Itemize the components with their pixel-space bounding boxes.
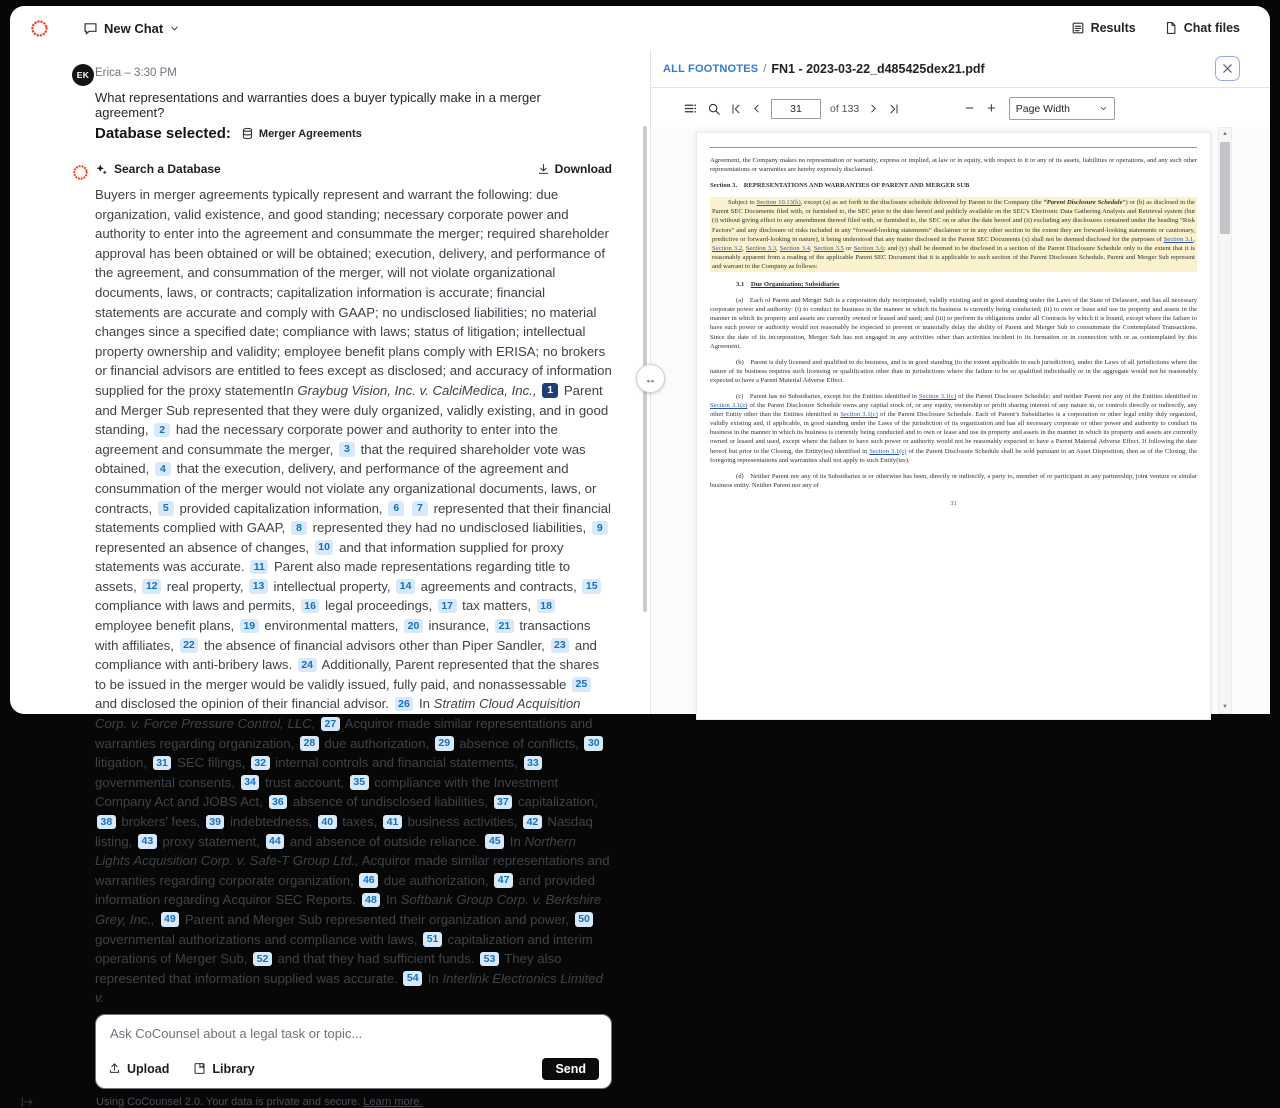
user-message — [72, 62, 612, 142]
chat-footer — [10, 1096, 650, 1108]
footnote-chip-52[interactable]: 52 — [253, 952, 272, 967]
footnote-chip-54[interactable]: 54 — [403, 971, 422, 986]
footnote-chip-44[interactable]: 44 — [266, 834, 285, 849]
assistant-logo-icon — [72, 164, 89, 181]
results-label: Results — [1090, 21, 1136, 35]
assistant-message-content — [95, 162, 612, 1008]
sparkle-icon — [95, 163, 108, 176]
footnote-chip-6[interactable]: 6 — [388, 501, 404, 516]
download-icon — [537, 163, 550, 176]
database-selected-label: Database selected: — [95, 125, 231, 142]
resize-arrows-icon: ↔ — [644, 371, 657, 386]
chevron-down-icon — [169, 23, 180, 34]
pdf-section-link[interactable]: Section 3.1(c) — [840, 411, 878, 419]
expand-panel-icon[interactable] — [20, 1096, 34, 1108]
footnote-chip-35[interactable]: 35 — [350, 775, 369, 790]
breadcrumb-separator: / — [763, 62, 767, 75]
footnote-chip-45[interactable]: 45 — [485, 834, 504, 849]
pdf-scrollbar[interactable] — [1218, 127, 1232, 714]
footnote-chip-37[interactable]: 37 — [494, 795, 513, 810]
pdf-viewer[interactable] — [651, 127, 1270, 714]
composer-actions — [108, 1058, 599, 1080]
app-window — [10, 6, 1270, 1108]
upload-button[interactable] — [108, 1062, 169, 1076]
select-chevron-icon — [1099, 104, 1108, 113]
pdf-section-link[interactable]: Section 3.6 — [853, 244, 884, 252]
skill-label: Search a Database — [114, 162, 221, 176]
footnote-chip-34[interactable]: 34 — [241, 775, 260, 790]
pdf-block-para: (b) Parent is duly licensed and qualified to do business, and is in good standing (to the extent applicable in such jurisdiction), under the Laws of all jurisdictions where the nature of its business requires such licensing or qualification other than in jurisdictions where the failure to be so qualified individually or in the aggregate would not be reasonably expected to have a Parent Material Adverse Effect. — [710, 358, 1197, 384]
footnote-chip-23[interactable]: 23 — [551, 638, 570, 653]
footnote-chip-20[interactable]: 20 — [404, 619, 423, 634]
footnote-chip-26[interactable]: 26 — [395, 697, 414, 712]
footnote-chip-50[interactable]: 50 — [575, 912, 594, 927]
thomson-reuters-logo-icon — [30, 19, 49, 38]
library-icon — [193, 1062, 206, 1075]
avatar: EK — [72, 64, 94, 86]
chat-scroll-area[interactable] — [10, 50, 650, 1008]
user-meta: Erica – 3:30 PM — [95, 67, 177, 79]
footnote-chip-10[interactable]: 10 — [315, 540, 334, 555]
user-message-content — [95, 62, 612, 142]
footnote-chip-15[interactable]: 15 — [582, 579, 601, 594]
footnote-chip-25[interactable]: 25 — [572, 677, 591, 692]
next-page-button[interactable] — [868, 103, 879, 114]
footnote-chip-7[interactable]: 7 — [412, 501, 428, 516]
pdf-block-heading: Section 3. REPRESENTATIONS AND WARRANTIES OF PARENT AND MERGER SUB — [710, 182, 970, 190]
database-icon — [241, 127, 254, 140]
last-page-button[interactable] — [888, 103, 900, 115]
results-button[interactable] — [1071, 21, 1136, 35]
zoom-out-button[interactable]: − — [965, 99, 974, 117]
footnote-chip-32[interactable]: 32 — [251, 756, 270, 771]
footnote-chip-3[interactable]: 3 — [339, 442, 355, 457]
database-name: Merger Agreements — [258, 127, 362, 140]
zoom-mode-value: Page Width — [1015, 102, 1071, 115]
pdf-section-link[interactable]: Section 3.1(c) — [869, 447, 907, 455]
user-question: What representations and warranties does a buyer typically make in a merger agreement? — [95, 90, 541, 120]
pdf-section-link[interactable]: Section 3.4 — [779, 244, 810, 252]
header-actions — [1071, 21, 1240, 35]
footnote-chip-46[interactable]: 46 — [359, 873, 378, 888]
pdf-page — [696, 132, 1211, 720]
footnote-chip-29[interactable]: 29 — [435, 736, 454, 751]
footnote-chip-31[interactable]: 31 — [153, 756, 172, 771]
download-button[interactable] — [537, 162, 612, 176]
response-header — [95, 162, 612, 176]
footnote-chip-38[interactable]: 38 — [97, 815, 116, 830]
footnote-chip-53[interactable]: 53 — [480, 952, 499, 967]
footnote-chip-17[interactable]: 17 — [438, 599, 457, 614]
pdf-section-link[interactable]: Section 3.2 — [712, 244, 743, 252]
footnote-chip-42[interactable]: 42 — [523, 815, 542, 830]
breadcrumb-filename: FN1 - 2023-03-22_d485425dex21.pdf — [771, 61, 985, 76]
page-number-input[interactable] — [771, 99, 821, 119]
footnote-chip-16[interactable]: 16 — [301, 599, 320, 614]
download-label: Download — [554, 162, 612, 176]
close-pdf-button[interactable] — [1215, 56, 1240, 81]
page-total-label: of 133 — [830, 102, 860, 115]
close-icon — [1222, 63, 1233, 74]
search-document-button[interactable] — [707, 102, 721, 116]
footnote-chip-12[interactable]: 12 — [142, 579, 161, 594]
send-button[interactable]: Send — [542, 1058, 599, 1080]
zoom-mode-select[interactable] — [1009, 97, 1115, 120]
pdf-block-sub: 3.1 Due Organization; Subsidiaries — [736, 281, 840, 289]
pdf-panel — [650, 50, 1270, 714]
database-selected-line — [95, 125, 612, 142]
footnote-chip-1[interactable]: 1 — [542, 383, 558, 398]
scroll-down-icon[interactable]: ▼ — [1222, 704, 1228, 710]
pdf-section-link[interactable]: Section 3.1(c) — [710, 402, 748, 410]
previous-page-button[interactable] — [751, 103, 762, 114]
chat-files-label: Chat files — [1183, 21, 1240, 35]
footnote-chip-40[interactable]: 40 — [318, 815, 337, 830]
chat-panel — [10, 50, 650, 1108]
upload-icon — [108, 1062, 121, 1075]
footnote-chip-2[interactable]: 2 — [154, 423, 170, 438]
app-header — [10, 6, 1270, 50]
pdf-breadcrumb — [651, 50, 1270, 88]
pdf-section-link[interactable]: Section 3.1 — [1163, 235, 1194, 243]
library-label: Library — [212, 1061, 255, 1076]
user-gutter — [72, 62, 95, 142]
pdf-block-para: (d) Neither Parent nor any of its Subsidiaries is or otherwise has been, directly or indirectly, a party to, member of or participant in any partnership, joint venture or similar business entity. Neither Parent nor any of — [710, 472, 1197, 489]
footnote-chip-8[interactable]: 8 — [291, 521, 307, 536]
pdf-scrollbar-thumb[interactable] — [1220, 142, 1230, 234]
footnote-chip-43[interactable]: 43 — [138, 834, 157, 849]
thumbnails-toggle-button[interactable] — [683, 101, 698, 116]
footnote-chip-9[interactable]: 9 — [592, 521, 608, 536]
footnote-chip-4[interactable]: 4 — [155, 462, 171, 477]
pdf-section-link[interactable]: Section 3.3 — [745, 244, 777, 252]
pdf-block-cont: Agreement, the Company makes no representation or warranty, express or implied, at law or in equity, with respect to it or any of its assets, liabilities or operations, and any such other representations or warranties are hereby expressly disclaimed. — [710, 157, 1197, 174]
file-icon — [1164, 21, 1178, 35]
footnote-chip-36[interactable]: 36 — [269, 795, 288, 810]
library-button[interactable] — [193, 1062, 254, 1076]
composer — [95, 1014, 612, 1089]
footnote-chip-27[interactable]: 27 — [321, 717, 340, 732]
assistant-message — [72, 162, 612, 1008]
footnote-chip-47[interactable]: 47 — [494, 873, 513, 888]
pdf-block-para: (c) Parent has no Subsidiaries, except for the Entities identified in Section 3.1(c) of the Parent Disclosure Schedule; and neither Parent nor any of the Entities identified in Section 3.1(c) of the Parent Disclosure Schedule owns any capital stock of, or any equity, ownership or profit sharing interest of any nature in, or controls directly or indirectly, any other Entity other than the Entities identified in Section 3.1(c) of the Parent Disclosure Schedule. Each of Parent’s Subsidiaries is a corporation or other legal entity duly organized, validly existing and, if applicable, in good standing under the Laws of the jurisdiction of its organization and has all necessary corporate or other power and authority to conduct its business in the manner in which its business is currently being conducted and to own or lease and use its property and assets in the manner in which its property and assets are currently owned or leased and used, except where the failure to have such power or authority would not be reasonably expected to have a Parent Material Adverse Effect. If following the date hereof but prior to the Closing, the Entity(ies) identified in Section 3.1(c) of the Parent Disclosure Schedule shall be sold pursuant to an Asset Disposition, then as of the Closing, the foregoing representations and warranties shall not apply to such Entity(ies). — [710, 392, 1197, 464]
pdf-section-link[interactable]: Section 10.13(h) — [756, 199, 801, 207]
breadcrumb-all-footnotes[interactable]: ALL FOOTNOTES — [663, 62, 759, 75]
pdf-block-highlight: Subject to Section 10.13(h), except (a) as set forth in the disclosure schedule delivered by Parent to the Company (the “Parent Disclosure Schedule”) or (b) as disclosed in the Parent SEC Documents filed with, or furnished to, the SEC prior to the date hereof and publicly available on the SEC’s Electronic Data Gathering Analysis and Retrieval system (but (i) without giving effect to any amendment thereof filed with, or furnished to, the SEC on or after the date hereof and (ii) excluding any disclosures contained under the heading “Risk Factors” and any disclosure of risks included in any “forward-looking statements” disclaimer or in any other section to the extent they are forward-looking statements or cautionary, predictive or forward-looking in nature), it being understood that any matter disclosed in the Parent SEC Documents (x) shall not be deemed disclosed for the purposes of Section 3.1, Section 3.2, Section 3.3, Section 3.4, Section 3.5 or Section 3.6; and (y) shall be deemed to be disclosed in a section of the Parent Disclosure Schedule only to the extent that it is reasonably apparent from a reading of the applicable Parent SEC Document that it is applicable to such section of the Parent Disclosure Schedule, Parent and Merger Sub represent and warrant to the Company as follows: — [710, 197, 1197, 272]
skill-badge — [95, 162, 221, 176]
footnote-chip-14[interactable]: 14 — [396, 579, 415, 594]
panel-resize-handle[interactable] — [636, 364, 665, 393]
footnote-chip-21[interactable]: 21 — [495, 619, 514, 634]
first-page-button[interactable] — [730, 103, 742, 115]
footnote-chip-33[interactable]: 33 — [524, 756, 543, 771]
pdf-block-rule — [710, 147, 1197, 148]
pdf-section-link[interactable]: Section 3.1(c) — [918, 392, 957, 400]
footnote-chip-28[interactable]: 28 — [300, 736, 319, 751]
footnote-chip-13[interactable]: 13 — [249, 579, 268, 594]
pdf-toolbar — [683, 97, 1270, 120]
footnote-chip-41[interactable]: 41 — [383, 815, 402, 830]
upload-label: Upload — [127, 1061, 170, 1076]
footnote-chip-39[interactable]: 39 — [206, 815, 225, 830]
chat-bubble-icon — [83, 21, 98, 36]
footnote-chip-18[interactable]: 18 — [537, 599, 556, 614]
new-chat-label: New Chat — [104, 20, 164, 36]
footnote-chip-48[interactable]: 48 — [362, 893, 381, 908]
pdf-block-pagenum: 31 — [950, 499, 957, 507]
main-split — [10, 50, 1270, 1108]
database-chip[interactable] — [241, 127, 362, 140]
new-chat-button[interactable] — [83, 21, 180, 36]
footnote-chip-51[interactable]: 51 — [423, 932, 442, 947]
footnote-chip-22[interactable]: 22 — [180, 638, 199, 653]
chat-input[interactable] — [108, 1025, 603, 1042]
footnote-chip-30[interactable]: 30 — [584, 736, 603, 751]
privacy-note — [96, 1096, 423, 1108]
footnote-chip-19[interactable]: 19 — [240, 619, 259, 634]
privacy-note-text: Using CoCounsel 2.0. Your data is private and secure. — [96, 1095, 364, 1108]
footnote-chip-49[interactable]: 49 — [161, 912, 180, 927]
zoom-in-button[interactable]: + — [986, 99, 996, 117]
footnote-chip-5[interactable]: 5 — [158, 501, 174, 516]
pdf-block-para: (a) Each of Parent and Merger Sub is a corporation duly incorporated, validly existing and in good standing under the Laws of the State of Delaware, and has all necessary corporate power and authority: (i) to conduct its business in the manner in which its business is currently being conducted; (ii) to own or lease and use its property and assets in the manner in which its property and assets are currently owned or leased and used; and (iii) to perform its obligations under all Contracts by which it is bound, except where the failure to have such power or authority would not reasonably be expected to prevent or materially delay the ability of Parent and Merger Sub to consummate the Contemplated Transactions. Since the date of its incorporation, Merger Sub has not engaged in any activities other than activities incident to its formation or in connection with or as contemplated by this Agreement. — [710, 297, 1197, 350]
scroll-up-icon[interactable]: ▲ — [1222, 131, 1228, 137]
chat-files-button[interactable] — [1164, 21, 1240, 35]
pdf-page-content — [710, 147, 1197, 508]
zoom-controls — [965, 97, 1115, 120]
response-body: Buyers in merger agreements typically represent and warrant the following: due organization, valid existence, and good standing; necessary corporate power and authority to enter into the agreement and consummate the merger; required shareholder approval has been obtained or will be obtained; execution, delivery, and performance of the agreement, and consummation of the merger, will not violate organizational documents, laws, or contracts; capitalization information is accurate; financial statements are accurate and comply with GAAP; no undisclosed liabilities; no material changes since a specified date; compliance with laws; status of litigation; intellectual property ownership and validity; employee benefit plans comply with ERISA; no brokers or financial advisors are entitled to fees except as disclosed; and accuracy of information supplied for the proxy statementIn Graybug Vision, Inc. v. CalciMedica, Inc., 1 Parent and Merger Sub represented that they were duly organized, validly existing, and in good standing, 2 had the necessary corporate power and authority to enter into the agreement and consummate the merger, 3 that the required shareholder vote was obtained, 4 that the execution, delivery, and performance of the agreement and consummation of the merger would not violate any organizational documents, laws, or contracts, 5 provided capitalization information, 6 7 represented that their financial statements complied with GAAP, 8 represented they had no undisclosed liabilities, 9 represented an absence of changes, 10 and that information supplied for proxy statements was accurate. 11 Parent also made representations regarding title to assets, 12 real property, 13 intellectual property, 14 agreements and contracts, 15 compliance with laws and permits, 16 legal proceedings, 17 tax matters, 18 employee benefit plans, 19 environmental matters, 20 insurance, 21 transactions with affiliates, 22 the absence of financial advisors other than Piper Sandler, 23 and compliance with anti-bribery laws. 24 Additionally, Parent represented that the shares to be issued in the merger would be validly issued, fully paid, and nonassessable 25 and disclosed the opinion of their financial advisor. 26 In Stratim Cloud Acquisition Corp. v. Force Pressure Control, LLC, 27 Acquiror made similar representations and warranties regarding organization, 28 due authorization, 29 absence of conflicts, 30 litigation, 31 SEC filings, 32 internal controls and financial statements, 33 governmental consents, 34 trust account, 35 compliance with the Investment Company Act and JOBS Act, 36 absence of undisclosed liabilities, 37 capitalization, 38 brokers' fees, 39 indebtedness, 40 taxes, 41 business activities, 42 Nasdaq listing, 43 proxy statement, 44 and absence of outside reliance. 45 In Northern Lights Acquisition Corp. v. Safe-T Group Ltd., Acquiror made similar representations and warranties regarding corporate organization, 46 due authorization, 47 and provided information regarding Acquiror SEC Reports. 48 In Softbank Group Corp. v. Berkshire Grey, Inc., 49 Parent and Merger Sub represented their organization and power, 50 governmental authorizations and compliance with laws, 51 capitalization and interim operations of Merger Sub, 52 and that they had sufficient funds. 53 They also represented that information supplied was accurate. 54 In Interlink Electronics Limited v. — [95, 187, 612, 1006]
pdf-section-link[interactable]: Section 3.5 — [813, 244, 844, 252]
results-icon — [1071, 21, 1085, 35]
footnote-chip-24[interactable]: 24 — [298, 658, 317, 673]
footnote-chip-11[interactable]: 11 — [250, 560, 268, 575]
assistant-gutter — [72, 162, 95, 1008]
learn-more-link[interactable]: Learn more. — [363, 1095, 423, 1108]
